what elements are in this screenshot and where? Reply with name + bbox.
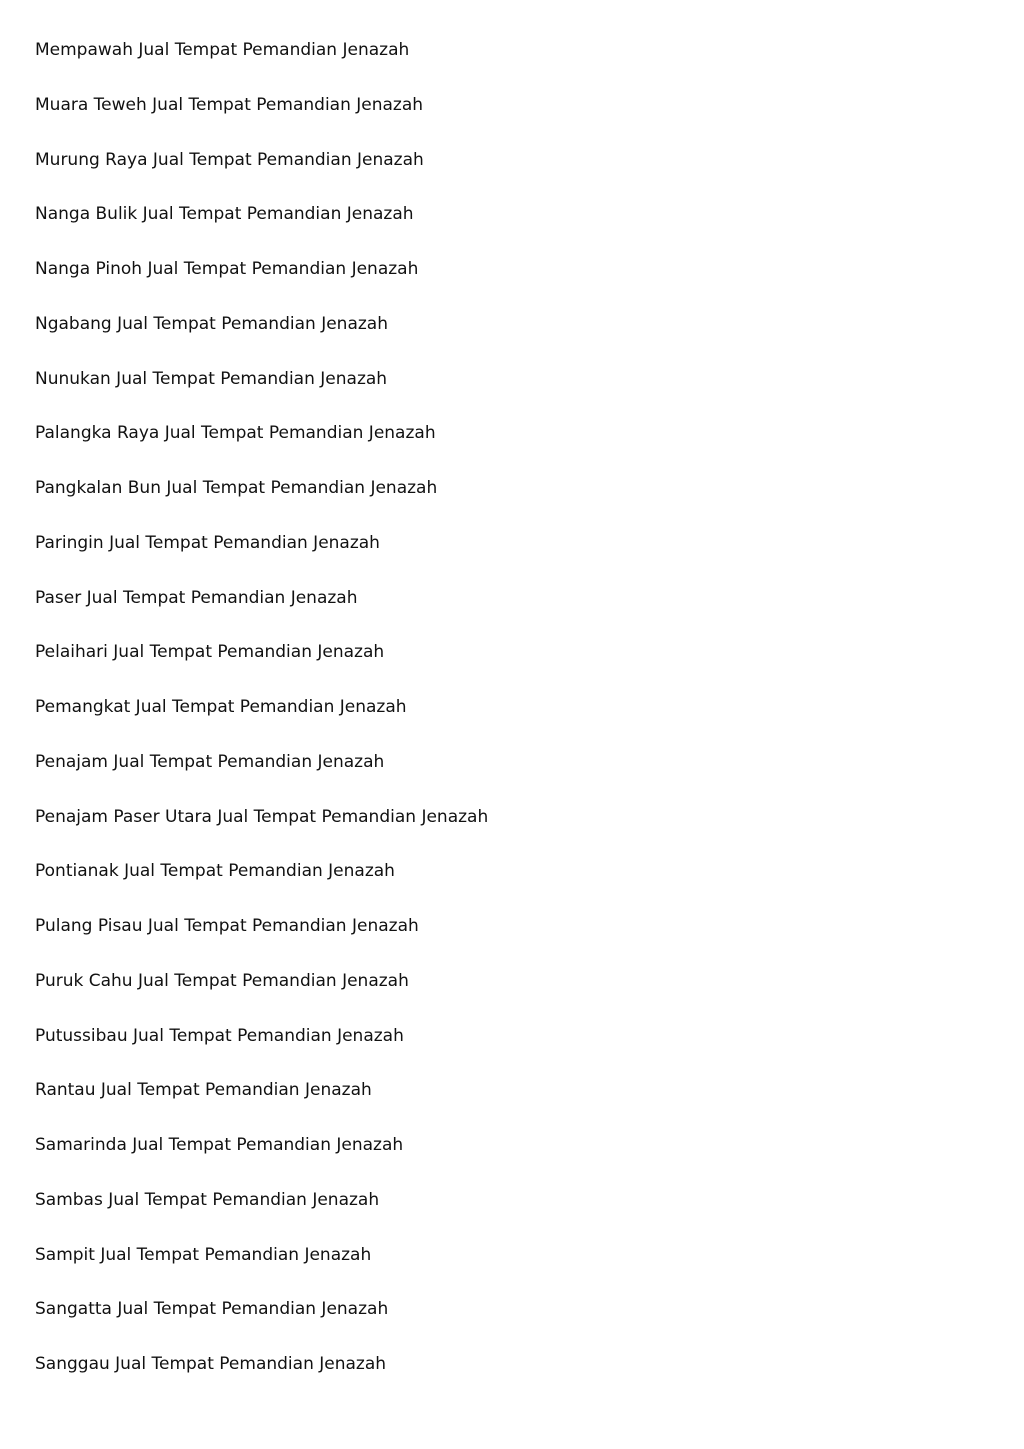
list-item: Ngabang Jual Tempat Pemandian Jenazah xyxy=(35,313,388,334)
list-item: Palangka Raya Jual Tempat Pemandian Jenazah xyxy=(35,423,436,444)
list-item: Murung Raya Jual Tempat Pemandian Jenazah xyxy=(35,149,424,170)
list-item: Pangkalan Bun Jual Tempat Pemandian Jenazah xyxy=(35,478,438,498)
list-item: Pemangkat Jual Tempat Pemandian Jenazah xyxy=(35,697,407,717)
list-item: Nunukan Jual Tempat Pemandian Jenazah xyxy=(35,368,388,389)
list-item: Rantau Jual Tempat Pemandian Jenazah xyxy=(35,1080,372,1101)
list-item: Sampit Jual Tempat Pemandian Jenazah xyxy=(35,1244,372,1265)
list-item: Nanga Pinoh Jual Tempat Pemandian Jenazah xyxy=(35,259,419,279)
list-item: Pelaihari Jual Tempat Pemandian Jenazah xyxy=(35,642,385,663)
list-item: Putussibau Jual Tempat Pemandian Jenazah xyxy=(35,1025,404,1046)
location-list xyxy=(35,36,488,1405)
list-item: Paringin Jual Tempat Pemandian Jenazah xyxy=(35,532,380,553)
list-item: Samarinda Jual Tempat Pemandian Jenazah xyxy=(35,1135,404,1155)
list-item: Sambas Jual Tempat Pemandian Jenazah xyxy=(35,1189,380,1210)
list-item: Paser Jual Tempat Pemandian Jenazah xyxy=(35,587,358,608)
list-item: Pulang Pisau Jual Tempat Pemandian Jenazah xyxy=(35,916,419,936)
list-item: Penajam Jual Tempat Pemandian Jenazah xyxy=(35,751,385,772)
list-item: Puruk Cahu Jual Tempat Pemandian Jenazah xyxy=(35,970,409,991)
list-item: Pontianak Jual Tempat Pemandian Jenazah xyxy=(35,861,395,882)
list-item: Penajam Paser Utara Jual Tempat Pemandian Jenazah xyxy=(35,806,489,827)
list-item: Muara Teweh Jual Tempat Pemandian Jenazah xyxy=(35,94,424,115)
list-item: Mempawah Jual Tempat Pemandian Jenazah xyxy=(35,40,410,60)
list-item: Sanggau Jual Tempat Pemandian Jenazah xyxy=(35,1354,387,1374)
list-item: Sangatta Jual Tempat Pemandian Jenazah xyxy=(35,1299,389,1320)
list-item: Nanga Bulik Jual Tempat Pemandian Jenazah xyxy=(35,204,414,225)
